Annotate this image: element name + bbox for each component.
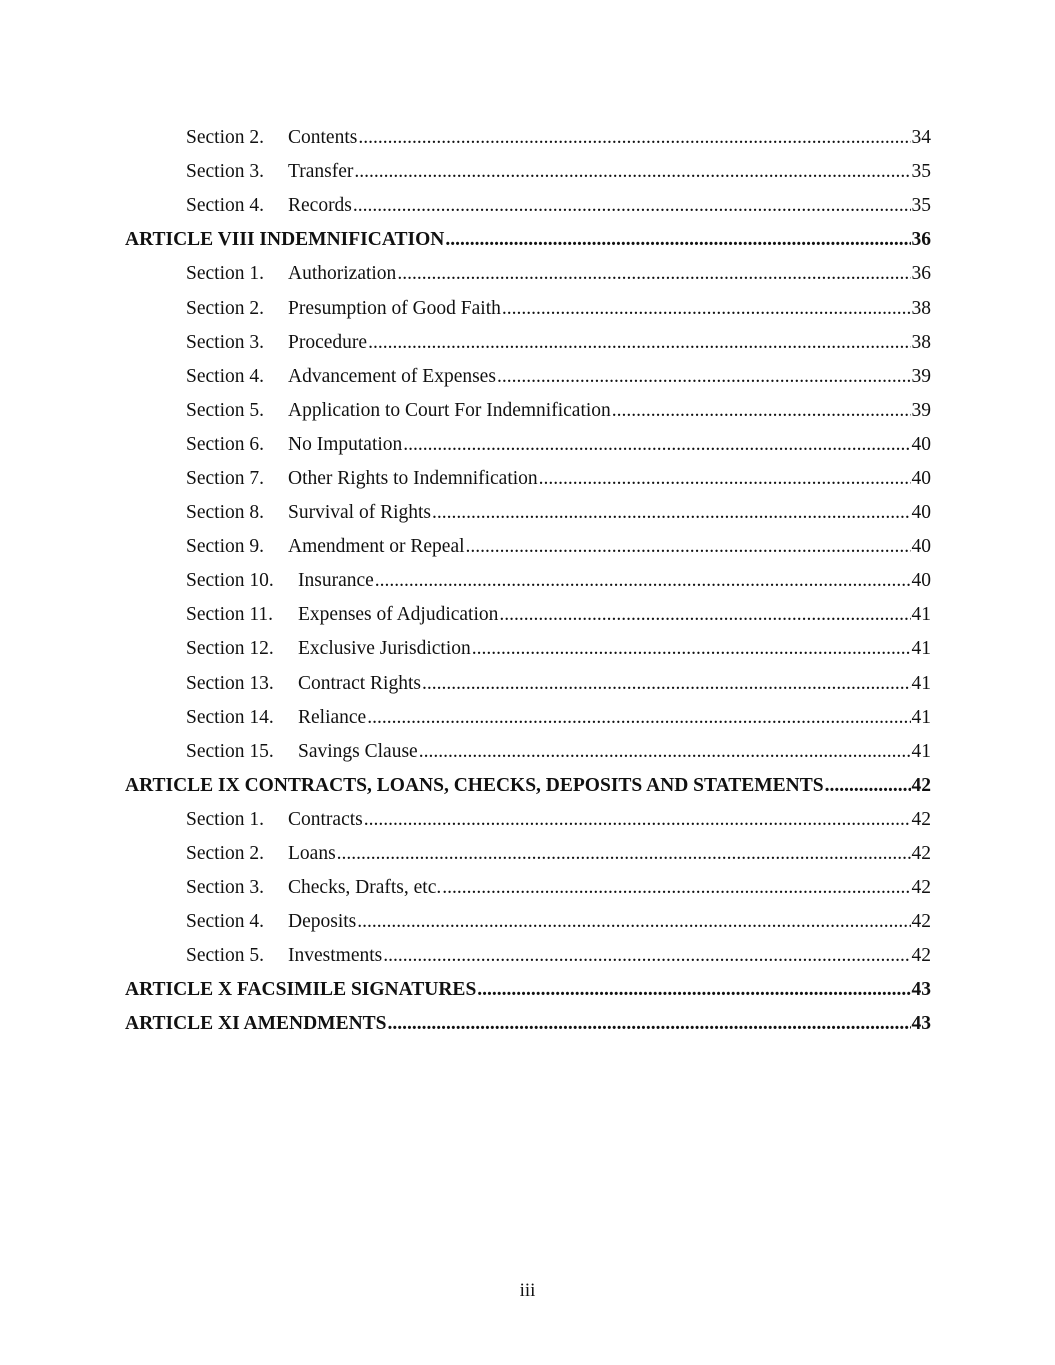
section-title: Presumption of Good Faith: [288, 297, 501, 319]
section-title: Contracts: [288, 808, 363, 830]
toc-article-row[interactable]: [125, 769, 931, 803]
dot-leader: [472, 638, 911, 660]
section-number: Section 14.: [186, 706, 274, 728]
toc-section-row[interactable]: [125, 530, 931, 564]
section-number: Section 8.: [186, 502, 264, 524]
section-number: Section 6.: [186, 433, 264, 455]
section-title: Reliance: [298, 706, 367, 728]
toc-section-row[interactable]: [125, 291, 931, 325]
section-number: Section 3.: [186, 331, 264, 353]
dot-leader: [383, 945, 910, 967]
dot-leader: [432, 502, 910, 524]
page-number: 38: [911, 331, 931, 353]
section-title: Contract Rights: [298, 672, 421, 694]
section-number: Section 3.: [186, 877, 264, 899]
section-number: Section 1.: [186, 808, 264, 830]
section-title: Savings Clause: [298, 740, 418, 762]
section-title: Records: [288, 195, 352, 217]
toc-section-row[interactable]: [125, 701, 931, 735]
toc-section-row[interactable]: [125, 462, 931, 496]
section-number: Section 12.: [186, 638, 274, 660]
page-number: 41: [911, 638, 931, 660]
toc-section-row[interactable]: [125, 189, 931, 223]
dot-leader: [612, 400, 911, 422]
section-number: Section 4.: [186, 365, 264, 387]
page-number: 40: [911, 433, 931, 455]
section-number: Section 10.: [186, 570, 274, 592]
toc-section-row[interactable]: [125, 598, 931, 632]
toc-section-row[interactable]: [125, 121, 931, 155]
section-title: Investments: [288, 945, 383, 967]
page-number: 38: [911, 297, 931, 319]
section-title: Transfer: [288, 161, 354, 183]
dot-leader: [403, 434, 910, 456]
toc-section-row[interactable]: [125, 735, 931, 769]
page-number: 40: [911, 502, 931, 524]
page-number: 42: [911, 945, 931, 967]
dot-leader: [539, 468, 911, 490]
toc-article-row[interactable]: [125, 1007, 931, 1041]
dot-leader: [353, 195, 911, 217]
dot-leader: [422, 673, 911, 695]
page-number: 36: [911, 229, 931, 251]
dot-leader: [364, 809, 911, 831]
section-title: Deposits: [288, 911, 357, 933]
section-title: Contents: [288, 127, 358, 149]
toc-section-row[interactable]: [125, 564, 931, 598]
toc-section-row[interactable]: [125, 257, 931, 291]
section-number: Section 2.: [186, 297, 264, 319]
section-title: Loans: [288, 843, 336, 865]
page-number: 39: [911, 399, 931, 421]
article-title: ARTICLE X FACSIMILE SIGNATURES: [125, 979, 477, 1001]
page-number: 35: [911, 161, 931, 183]
page-number: 41: [911, 706, 931, 728]
section-number: Section 2.: [186, 843, 264, 865]
toc-section-row[interactable]: [125, 394, 931, 428]
toc-section-row[interactable]: [125, 667, 931, 701]
page-number: 40: [911, 570, 931, 592]
section-title: Insurance: [298, 570, 374, 592]
section-number: Section 4.: [186, 195, 264, 217]
page-number: 41: [911, 604, 931, 626]
section-title: Expenses of Adjudication: [298, 604, 499, 626]
page-footer-number: iii: [519, 1280, 536, 1301]
section-title: Application to Court For Indemnification: [288, 399, 611, 421]
section-number: Section 11.: [186, 604, 274, 626]
page-number: 42: [911, 843, 931, 865]
page-number: 40: [911, 536, 931, 558]
section-number: Section 5.: [186, 399, 264, 421]
dot-leader: [499, 604, 910, 626]
toc-section-row[interactable]: [125, 496, 931, 530]
toc-section-row[interactable]: [125, 155, 931, 189]
section-title: Survival of Rights: [288, 502, 432, 524]
page-number: 35: [911, 195, 931, 217]
dot-leader: [388, 1013, 911, 1035]
section-number: Section 1.: [186, 263, 264, 285]
page-number: 41: [911, 740, 931, 762]
toc-section-row[interactable]: [125, 905, 931, 939]
section-title: No Imputation: [288, 433, 403, 455]
section-title: Exclusive Jurisdiction: [298, 638, 471, 660]
dot-leader: [358, 127, 910, 149]
dot-leader: [375, 570, 911, 592]
section-number: Section 3.: [186, 161, 264, 183]
article-title: ARTICLE VIII INDEMNIFICATION: [125, 229, 445, 251]
section-title: Procedure: [288, 331, 368, 353]
toc-section-row[interactable]: [125, 871, 931, 905]
page-number: 43: [911, 1013, 931, 1035]
toc-section-row[interactable]: [125, 803, 931, 837]
section-title: Authorization: [288, 263, 397, 285]
page-number: 34: [911, 127, 931, 149]
section-number: Section 7.: [186, 467, 264, 489]
page-number: 36: [911, 263, 931, 285]
page-number: 42: [911, 877, 931, 899]
dot-leader: [445, 229, 910, 251]
toc-section-row[interactable]: [125, 837, 931, 871]
dot-leader: [477, 979, 910, 1001]
dot-leader: [368, 332, 910, 354]
page-number: 42: [911, 911, 931, 933]
section-title: Advancement of Expenses: [288, 365, 496, 387]
section-title: Checks, Drafts, etc.: [288, 877, 442, 899]
section-number: Section 5.: [186, 945, 264, 967]
dot-leader: [357, 911, 910, 933]
toc-section-row[interactable]: [125, 360, 931, 394]
toc-article-row[interactable]: [125, 223, 931, 257]
dot-leader: [502, 298, 911, 320]
dot-leader: [419, 741, 911, 763]
dot-leader: [466, 536, 911, 558]
section-title: Amendment or Repeal: [288, 536, 465, 558]
section-number: Section 15.: [186, 740, 274, 762]
page-number: 42: [911, 774, 931, 796]
dot-leader: [354, 161, 910, 183]
dot-leader: [497, 366, 911, 388]
section-number: Section 4.: [186, 911, 264, 933]
dot-leader: [825, 775, 911, 797]
section-number: Section 9.: [186, 536, 264, 558]
page-number: 42: [911, 808, 931, 830]
dot-leader: [397, 263, 910, 285]
page-number: 40: [911, 467, 931, 489]
toc-section-row[interactable]: [125, 428, 931, 462]
article-title: ARTICLE IX CONTRACTS, LOANS, CHECKS, DEPOSITS AND STATEMENTS: [125, 774, 824, 796]
dot-leader: [367, 707, 910, 729]
toc-section-row[interactable]: [125, 632, 931, 666]
toc-article-row[interactable]: [125, 973, 931, 1007]
toc-section-row[interactable]: [125, 326, 931, 360]
dot-leader: [337, 843, 911, 865]
section-number: Section 13.: [186, 672, 274, 694]
article-title: ARTICLE XI AMENDMENTS: [125, 1013, 387, 1035]
page-number: 39: [911, 365, 931, 387]
page-number: 41: [911, 672, 931, 694]
page-number: 43: [911, 979, 931, 1001]
table-of-contents: [125, 121, 931, 1042]
dot-leader: [442, 877, 910, 899]
section-title: Other Rights to Indemnification: [288, 467, 538, 489]
section-number: Section 2.: [186, 127, 264, 149]
toc-section-row[interactable]: [125, 939, 931, 973]
